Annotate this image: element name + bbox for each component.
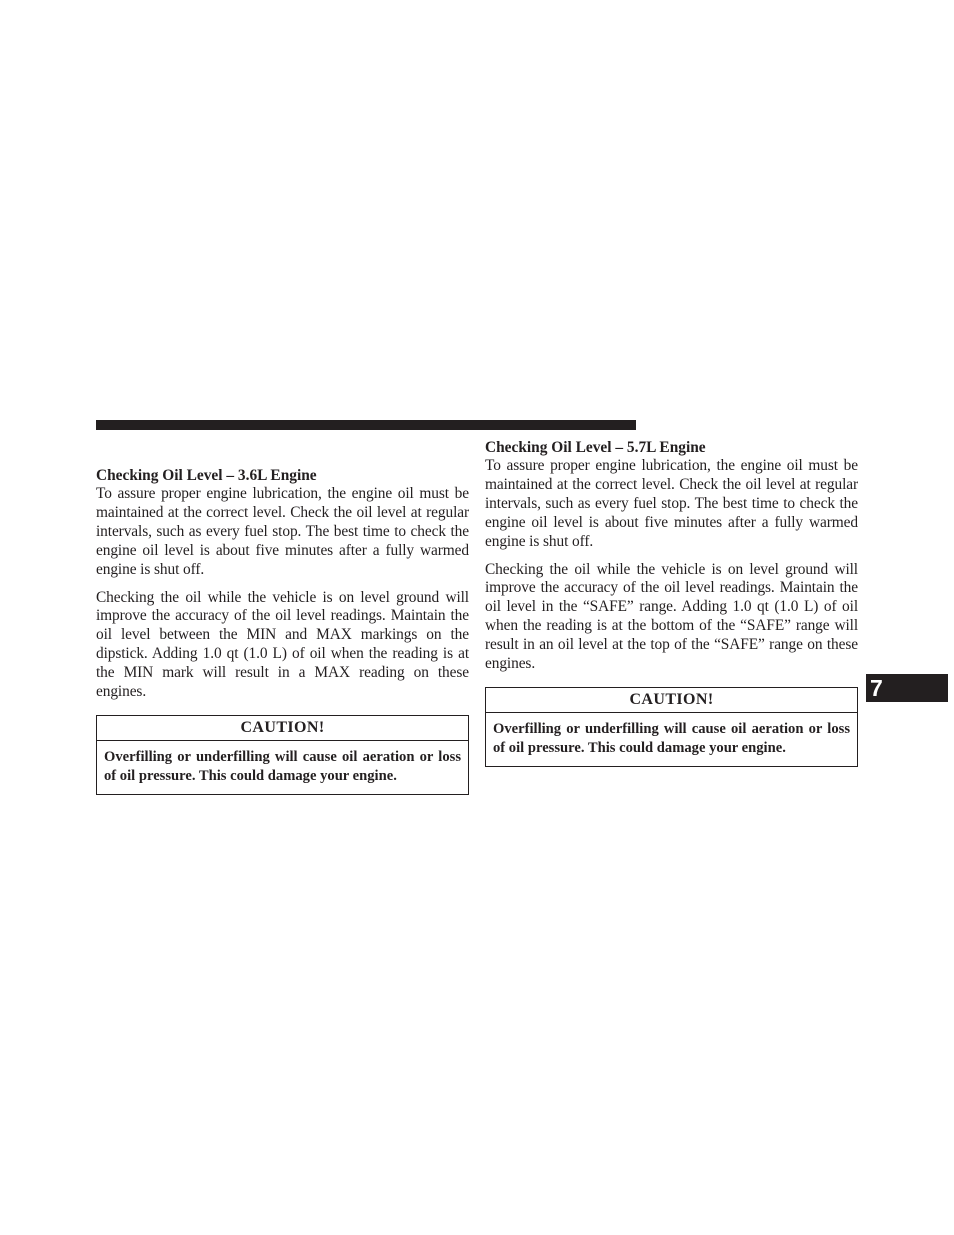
- paragraph: Checking the oil while the vehicle is on level ground will improve the accuracy of the oil level readings. Maintain the oil level in the “SAFE” range. Adding 1.0 qt (1.0 L) of oil when the reading is at the bottom of the “SAFE” range will result in an oil level at the top of the “SAFE” range on these engines.: [485, 560, 858, 673]
- chapter-tab: 7: [866, 674, 948, 702]
- caution-title: CAUTION!: [97, 716, 468, 741]
- left-column: [96, 466, 469, 795]
- caution-box: [485, 687, 858, 767]
- section-heading-3-6l: Checking Oil Level – 3.6L Engine: [96, 467, 317, 484]
- section-heading-5-7l: Checking Oil Level – 5.7L Engine: [485, 439, 706, 456]
- caution-title: CAUTION!: [486, 688, 857, 713]
- caution-box: [96, 715, 469, 795]
- paragraph: Checking the oil while the vehicle is on level ground will improve the accuracy of the oil level readings. Maintain the oil level between the MIN and MAX markings on the dipstick. Adding 1.0 qt (1.0 L) of oil when the reading is at the MIN mark will result in a MAX reading on these engines.: [96, 588, 469, 701]
- paragraph: To assure proper engine lubrication, the engine oil must be maintained at the correct level. Check the oil level at regular intervals, such as every fuel stop. The best time to check the engine oil level is about five minutes after a fully warmed engine is shut off.: [485, 457, 858, 550]
- caution-text: Overfilling or underfilling will cause oil aeration or loss of oil pressure. This could damage your engine.: [104, 748, 461, 784]
- caution-text: Overfilling or underfilling will cause oil aeration or loss of oil pressure. This could damage your engine.: [493, 720, 850, 756]
- right-column: [485, 438, 858, 767]
- section-rule-bar: [96, 420, 636, 430]
- paragraph: To assure proper engine lubrication, the engine oil must be maintained at the correct level. Check the oil level at regular intervals, such as every fuel stop. The best time to check the engine oil level is about five minutes after a fully warmed engine is shut off.: [96, 485, 469, 578]
